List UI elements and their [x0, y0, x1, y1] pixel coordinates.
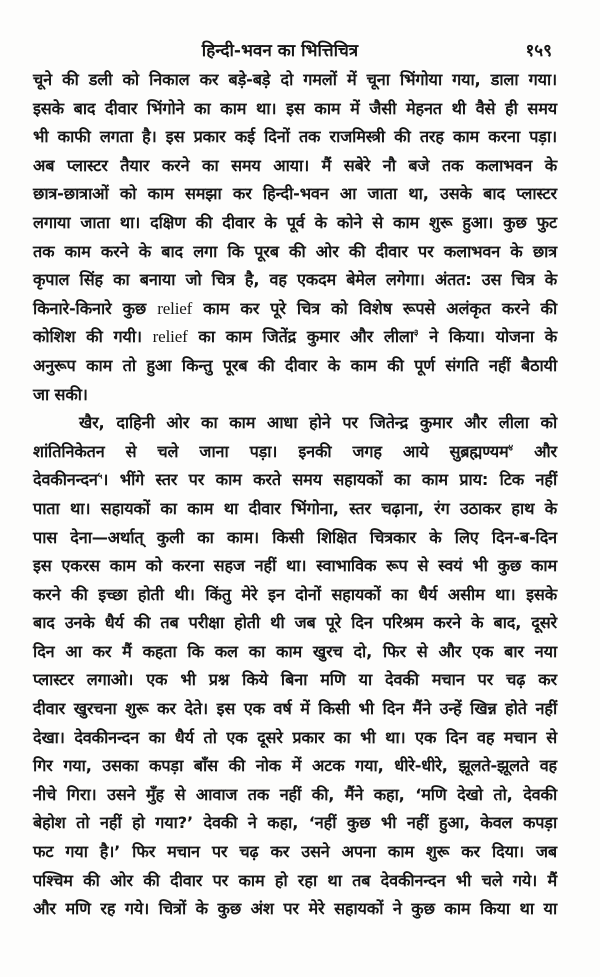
- text-segment: कोशिश की गयी।: [33, 327, 153, 347]
- text-line: खैर, दाहिनी ओर का काम आधा होने पर जितेन्द्र कुमार और लीला को: [79, 413, 557, 433]
- body-text: [33, 66, 557, 924]
- text-line: और मणि रह गये। चित्रों के कुछ अंश पर मेरे सहायकों ने कुछ काम किया था या: [33, 899, 557, 919]
- text-line: करने की इच्छा होती थी। किंतु मेरे इन दोनों सहायकों का धैर्य असीम था। इसके: [33, 584, 557, 604]
- text-line: पाता था। सहायकों का काम था दीवार भिंगोना, स्तर चढ़ाना, रंग उठाकर हाथ के: [33, 498, 557, 518]
- text-line: दीवार खुरचना शुरू कर देते। इस एक वर्ष में किसी भी दिन मैंने उन्हें खिन्न होते नहीं: [33, 699, 557, 719]
- text-line: देखा। देवकीनन्दन का धैर्य तो एक दूसरे प्रकार का भी था। एक दिन वह मचान से: [33, 727, 557, 747]
- footnote-marker: ४: [508, 443, 514, 454]
- text-segment: किनारे-किनारे कुछ: [33, 298, 158, 318]
- text-line: गिर गया, उसका कपड़ा बाँस की नोक में अटक गया, धीरे-धीरे, झूलते-झूलते वह: [33, 756, 557, 776]
- running-title: हिन्दी-भवन का भित्तिचित्र: [201, 41, 359, 61]
- text-line: बेहोश तो नहीं हो गया?’ देवकी ने कहा, ‘नहीं कुछ भी नहीं हुआ, केवल कपड़ा: [33, 813, 557, 833]
- text-line: छात्र-छात्राओं को काम समझा कर हिन्दी-भवन आ जाता था, उसके बाद प्लास्टर: [33, 184, 557, 204]
- text-line: पास देना—अर्थात् कुली का काम। किसी शिक्षित चित्रकार के लिए दिन-ब-दिन: [33, 527, 557, 547]
- text-line: कृपाल सिंह का बनाया जो चित्र है, वह एकदम बेमेल लगेगा। अंतत: उस चित्र के: [33, 270, 557, 290]
- text-line: [33, 295, 557, 324]
- text-segment: शांतिनिकेतन से चले जाना पड़ा। इनकी जगह आये सुब्रह्मण्यम: [33, 441, 509, 461]
- text-segment: का काम जितेंद्र कुमार और लीला: [187, 327, 414, 347]
- text-line: दिन आ कर मैं कहता कि कल का काम खुरच दो, फिर से और एक बार नया: [33, 641, 557, 661]
- latin-word: relief: [157, 298, 193, 318]
- footnote-marker: ३: [413, 328, 419, 339]
- latin-word: relief: [152, 327, 188, 347]
- text-segment: । भींगे स्तर पर काम करते समय सहायकों का काम प्राय: टिक नहीं: [102, 470, 557, 490]
- text-line: इसके बाद दीवार भिंगोने का काम था। इस काम में जैसी मेहनत थी वैसे ही समय: [33, 98, 557, 118]
- text-line: चूने की डली को निकाल कर बड़े-बड़े दो गमलों में चूना भिंगोया गया, डाला गया।: [33, 70, 557, 89]
- text-line: [33, 466, 557, 495]
- text-line: नीचे गिरा। उसने मुँह से आवाज तक नहीं की, मैंने कहा, ‘मणि देखो तो, देवकी: [33, 784, 557, 804]
- text-segment: और: [513, 441, 557, 461]
- text-line: फट गया है।’ फिर मचान पर चढ़ कर उसने अपना काम शुरू कर दिया। जब: [33, 842, 557, 862]
- text-line: प्लास्टर लगाओ। एक भी प्रश्न किये बिना मणि या देवकी मचान पर चढ़ कर: [33, 670, 557, 690]
- text-segment: काम कर पूरे चित्र को विशेष रूपसे अलंकृत करने की: [192, 298, 557, 318]
- page-number: १५९: [525, 41, 552, 61]
- text-segment: देवकीनन्दन: [33, 470, 98, 490]
- text-line: [33, 323, 557, 352]
- text-line: भी काफी लगता है। इस प्रकार कई दिनों तक राजमिस्त्री की तरह काम करना पड़ा।: [33, 127, 557, 147]
- text-line: अब प्लास्टर तैयार करने का समय आया। मैं सबेरे नौ बजे तक कलाभवन के: [33, 155, 557, 175]
- text-line: बाद उनके धैर्य की तब परीक्षा होती थी जब पूरे दिन परिश्रम करने के बाद, दूसरे: [33, 613, 557, 633]
- text-line: [33, 438, 557, 467]
- text-line: अनुरूप काम तो हुआ किन्तु पूरब की दीवार के काम की पूर्ण संगति नहीं बैठायी: [33, 355, 557, 375]
- text-line: जा सकी।: [33, 384, 88, 404]
- footnote-marker: ५: [97, 471, 103, 482]
- text-line: लगाया जाता था। दक्षिण की दीवार के पूर्व के कोने से काम शुरू हुआ। कुछ फुट: [33, 212, 557, 232]
- page-header: [0, 38, 600, 64]
- text-line: पश्चिम की ओर की दीवार पर काम हो रहा था तब देवकीनन्दन भी चले गये। मैं: [33, 870, 557, 890]
- text-line: तक काम करने के बाद लगा कि पूरब की ओर की दीवार पर कलाभवन के छात्र: [33, 241, 557, 261]
- text-line: इस एकरस काम को करना सहज नहीं था। स्वाभाविक रूप से स्वयं भी कुछ काम: [33, 556, 557, 576]
- text-segment: ने किया। योजना के: [418, 327, 557, 347]
